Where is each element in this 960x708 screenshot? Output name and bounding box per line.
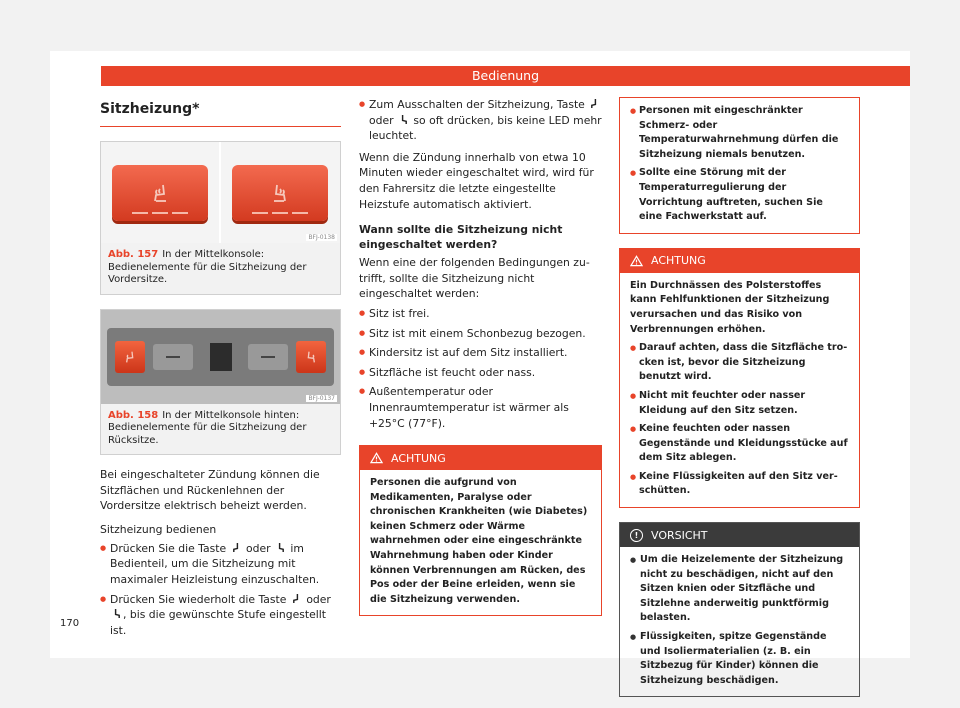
list-item: ● Kindersitz ist auf dem Sitz installiert.	[359, 345, 602, 361]
seat-heat-button-right	[232, 165, 328, 221]
warning-bullet: ● Nicht mit feuchter oder nasser Kleidung auf den Sitz setzen.	[630, 389, 849, 418]
column-left	[100, 101, 341, 638]
rear-grey-control-right	[248, 344, 288, 370]
rear-seat-heat-button-left	[115, 341, 145, 373]
figure-157	[100, 141, 341, 295]
rear-seat-heating-image	[101, 310, 340, 404]
seat-heating-left-icon	[232, 542, 241, 553]
section-title: Sitzheizung*	[100, 101, 341, 127]
warning-title: ACHTUNG	[651, 254, 706, 268]
rear-seat-heat-button-right	[296, 341, 326, 373]
figure-code: BFJ-0138	[308, 234, 335, 241]
ignition-paragraph: Wenn die Zündung innerhalb von etwa 10 Minuten wieder eingeschaltet wird, wird für den Fahrersitz die letzte eingestellte Heizstufe automatisch aktiviert.	[359, 150, 594, 211]
caution-header	[620, 523, 859, 547]
figure-caption-text: In der Mittelkonsole: Bedienelemente für die Sitzheizung der Vordersitze.	[108, 249, 307, 285]
list-item: ● Sitzfläche ist feucht oder nass.	[359, 365, 602, 381]
info-circle-icon: !	[630, 529, 643, 542]
switch-off-step: ● Zum Ausschalten der Sitzheizung, Taste oder so oft drücken, bis keine LED mehr leuchtet.	[359, 97, 602, 144]
rear-center-display	[210, 343, 232, 371]
figure-code: BFJ-0137	[308, 394, 335, 402]
seat-heating-icon	[122, 349, 138, 365]
intro-paragraph: Bei eingeschalteter Zündung können die Sitzflächen und Rückenlehnen der Vordersitze elektrisch beheizt werden.	[100, 468, 320, 513]
warning-header	[360, 446, 601, 470]
operation-step-2: ● Drücken Sie wiederholt die Taste oder , bis die gewünschte Stufe eingestellt ist.	[100, 592, 341, 639]
seat-heating-icon	[268, 181, 292, 205]
rear-console	[107, 328, 334, 386]
warning-bullet: ● Keine Flüssigkeiten auf den Sitz verschütten.	[630, 470, 849, 499]
seat-heating-right-icon	[276, 542, 285, 553]
front-seat-heating-image	[101, 142, 340, 243]
warning-title: ACHTUNG	[391, 451, 446, 465]
seat-heating-right-icon	[399, 114, 408, 125]
subheading-when-not: Wann sollte die Sitzheizung nicht eingeschaltet werden?	[359, 223, 563, 252]
operation-step-1: ● Drücken Sie die Taste oder im Bedienteil, um die Sitzheizung mit maximaler Heizleistung einzuschalten.	[100, 541, 341, 588]
warning-box-continued	[619, 97, 860, 234]
warning-intro: Ein Durchnässen des Polsterstoffes kann Fehlfunktionen der Sitzheizung verursachen und das Risiko von Verbrennungen erhöhen.	[630, 279, 830, 335]
caution-title: VORSICHT	[651, 528, 708, 542]
caution-bullet: ● Um die Heizelemente der Sitzheizung nicht zu beschädigen, nicht auf den Sitzen knien oder Sitzfläche und Sitzlehne anderweitig punktförmig belasten.	[630, 553, 849, 626]
column-middle	[359, 97, 602, 616]
warning-bullet: ● Personen mit eingeschränkter Schmerz- oder Temperaturwahrnehmung dürfen die Sitzheizung niemals benutzen.	[630, 104, 849, 162]
seat-heating-right-icon	[112, 608, 121, 619]
subheading-operation: Sitzheizung bedienen	[100, 522, 217, 536]
warning-bullet: ● Darauf achten, dass die Sitzfläche trocken ist, bevor die Sitzheizung benutzt wird.	[630, 341, 849, 385]
column-right	[619, 97, 860, 697]
warning-box	[619, 248, 860, 508]
seat-heat-button-left	[112, 165, 208, 221]
conditions-list	[359, 306, 602, 431]
seat-heating-left-icon	[292, 593, 301, 604]
conditions-intro: Wenn eine der folgenden Bedingungen zutrifft, sollte die Sitzheizung nicht eingeschaltet werden:	[359, 256, 590, 301]
warning-text: Personen die aufgrund von Medikamenten, Paralyse oder chronischen Krankheiten (wie Diabetes) keinen Schmerz oder Wärme wahrnehmen oder eine eingeschränkte Wahrnehmung haben oder Kinder können Verbrennungen am Rücken, des Pos oder der Beine erleiden, wenn sie die Sitzheizung verwenden.	[370, 477, 588, 605]
seat-heating-icon	[303, 349, 319, 365]
figure-label: Abb. 157	[108, 249, 159, 260]
warning-box	[359, 445, 602, 616]
seat-heating-left-icon	[590, 98, 599, 109]
chapter-header: Bedienung	[101, 66, 910, 86]
led-indicators	[132, 212, 188, 214]
caution-box	[619, 522, 860, 697]
warning-triangle-icon	[370, 452, 383, 464]
warning-bullet: ● Keine feuchten oder nassen Gegenstände und Kleidungsstücke auf dem Sitz ablegen.	[630, 422, 849, 466]
seat-heating-icon	[148, 181, 172, 205]
figure-158	[100, 309, 341, 456]
figure-caption	[101, 404, 340, 455]
caution-bullet: ● Flüssigkeiten, spitze Gegenstände und Isoliermaterialien (z. B. ein Sitzbezug für Kinder) können die Sitzheizung beschädigen.	[630, 630, 849, 688]
warning-bullet: ● Sollte eine Störung mit der Temperaturregulierung der Vorrichtung auftreten, suchen Sie eine Fachwerkstatt auf.	[630, 166, 849, 224]
led-indicators	[252, 212, 308, 214]
figure-caption-text: In der Mittelkonsole hinten: Bedienelemente für die Sitzheizung der Rücksitze.	[108, 409, 307, 446]
rear-grey-control-left	[153, 344, 193, 370]
manual-page	[50, 51, 910, 686]
list-item: ● Außentemperatur oder Innenraumtemperatur ist wärmer als +25°C (77°F).	[359, 384, 602, 431]
warning-header	[620, 249, 859, 273]
figure-caption	[101, 243, 340, 294]
page-number: 170	[60, 618, 80, 629]
list-item: ● Sitz ist frei.	[359, 306, 602, 322]
warning-triangle-icon	[630, 255, 643, 267]
list-item: ● Sitz ist mit einem Schonbezug bezogen.	[359, 326, 602, 342]
figure-label: Abb. 158	[108, 409, 159, 421]
